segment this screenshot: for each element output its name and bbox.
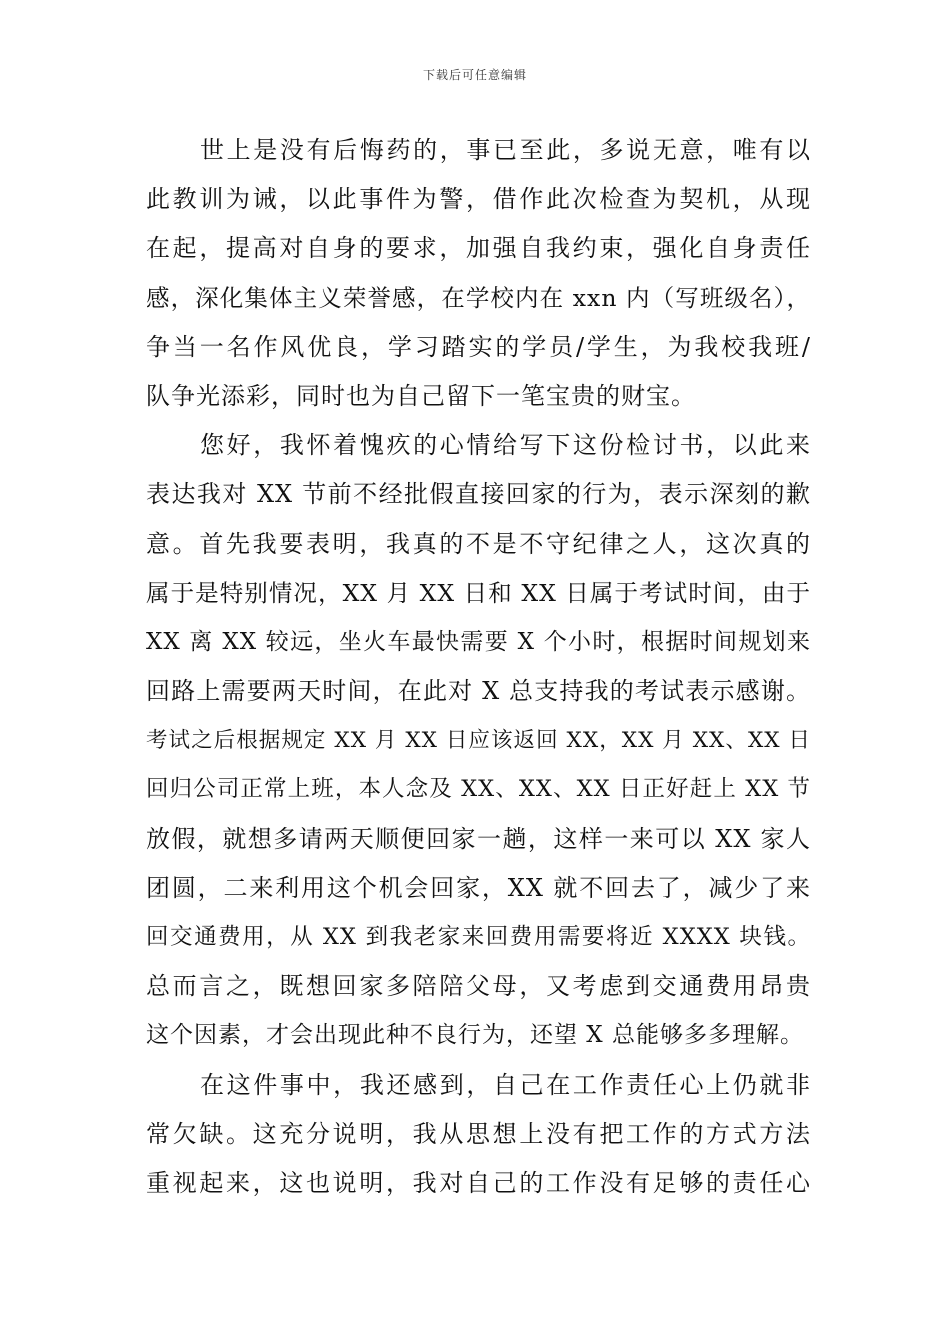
text-line: 在起，提高对自身的要求，加强自我约束，强化自身责任	[146, 234, 811, 263]
text-line: 考试之后根据规定 XX 月 XX 日应该返回 XX，XX 月 XX、XX 日	[146, 728, 811, 754]
text-line: 此教训为诫，以此事件为警，借作此次检查为契机，从现	[146, 185, 811, 214]
text-line: 放假，就想多请两天顺便回家一趟，这样一来可以 XX 家人	[146, 824, 811, 853]
text-line: 意。首先我要表明，我真的不是不守纪律之人，这次真的	[146, 529, 811, 558]
text-line: 总而言之，既想回家多陪陪父母，又考虑到交通费用昂贵	[146, 972, 811, 1001]
text-line: 重视起来，这也说明，我对自己的工作没有足够的责任心	[146, 1168, 811, 1197]
document-body	[146, 126, 811, 1208]
text-line: 争当一名作风优良，学习踏实的学员/学生，为我校我班/	[146, 332, 811, 361]
text-line: 团圆，二来利用这个机会回家，XX 就不回去了，减少了来	[146, 873, 811, 902]
text-line: 感，深化集体主义荣誉感，在学校内在 xxn 内（写班级名），	[146, 283, 811, 312]
text-line: XX 离 XX 较远，坐火车最快需要 X 个小时，根据时间规划来	[146, 628, 811, 655]
text-line: 属于是特别情况，XX 月 XX 日和 XX 日属于考试时间，由于	[146, 578, 811, 607]
text-line: 回交通费用，从 XX 到我老家来回费用需要将近 XXXX 块钱。	[146, 924, 811, 950]
text-line: 您好，我怀着愧疚的心情给写下这份检讨书，以此来	[200, 431, 811, 460]
text-line: 世上是没有后悔药的，事已至此，多说无意，唯有以	[200, 136, 811, 164]
text-line: 这个因素，才会出现此种不良行为，还望 X 总能够多多理解。	[146, 1022, 804, 1049]
text-line: 在这件事中，我还感到，自己在工作责任心上仍就非	[200, 1070, 811, 1099]
text-line: 表达我对 XX 节前不经批假直接回家的行为，表示深刻的歉	[146, 480, 811, 509]
text-line: 常欠缺。这充分说明，我从思想上没有把工作的方式方法	[146, 1119, 811, 1148]
page-header: 下载后可任意编辑	[422, 68, 527, 82]
text-line: 回路上需要两天时间，在此对 X 总支持我的考试表示感谢。	[146, 677, 811, 706]
text-line: 队争光添彩，同时也为自己留下一笔宝贵的财宝。	[146, 381, 696, 410]
text-line: 回归公司正常上班，本人念及 XX、XX、XX 日正好赶上 XX 节	[146, 776, 811, 803]
